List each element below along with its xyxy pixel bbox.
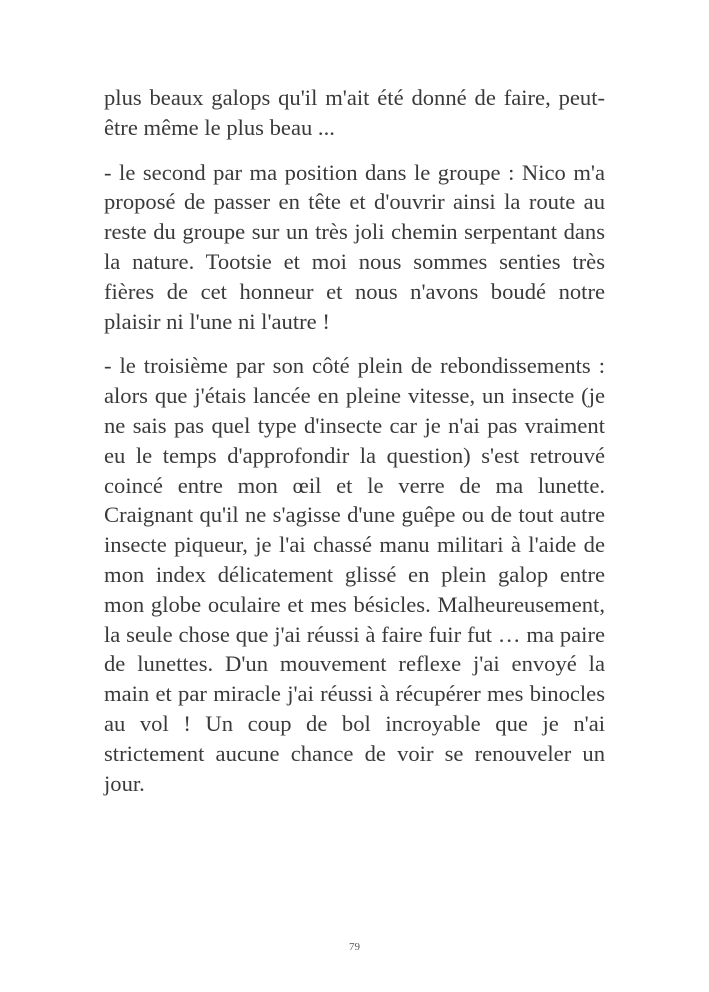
page-number: 79 bbox=[349, 941, 360, 953]
paragraph-1: plus beaux galops qu'il m'ait été donné de faire, peut-être même le plus beau ... bbox=[104, 85, 605, 140]
paragraph-3: - le troisième par son côté plein de rebondissements : alors que j'étais lancée en pleine vitesse, un insecte (je ne sais pas quel type d'insecte car je n'ai pas vraiment eu le temps d'approfondir la question) s'est retrouvé coincé entre mon œil et le verre de ma lunette. Craignant qu'il ne s'agisse d'une guêpe ou de tout autre insecte piqueur, je l'ai chassé manu militari à l'aide de mon index délicatement glissé en plein galop entre mon globe oculaire et mes bésicles. Malheureusement, la seule chose que j'ai réussi à faire fuir fut … ma paire de lunettes. D'un mouvement reflexe j'ai envoyé la main et par miracle j'ai réussi à récupérer mes binocles au vol ! Un coup de bol incroyable que je n'ai strictement aucune chance de voir se renouveler un jour. bbox=[104, 353, 605, 796]
page-body bbox=[104, 83, 605, 813]
paragraph-2: - le second par ma position dans le groupe : Nico m'a proposé de passer en tête et d'ouvrir ainsi la route au reste du groupe sur un très joli chemin serpentant dans la nature. Tootsie et moi nous sommes senties très fières de cet honneur et nous n'avons boudé notre plaisir ni l'une ni l'autre ! bbox=[104, 159, 605, 334]
